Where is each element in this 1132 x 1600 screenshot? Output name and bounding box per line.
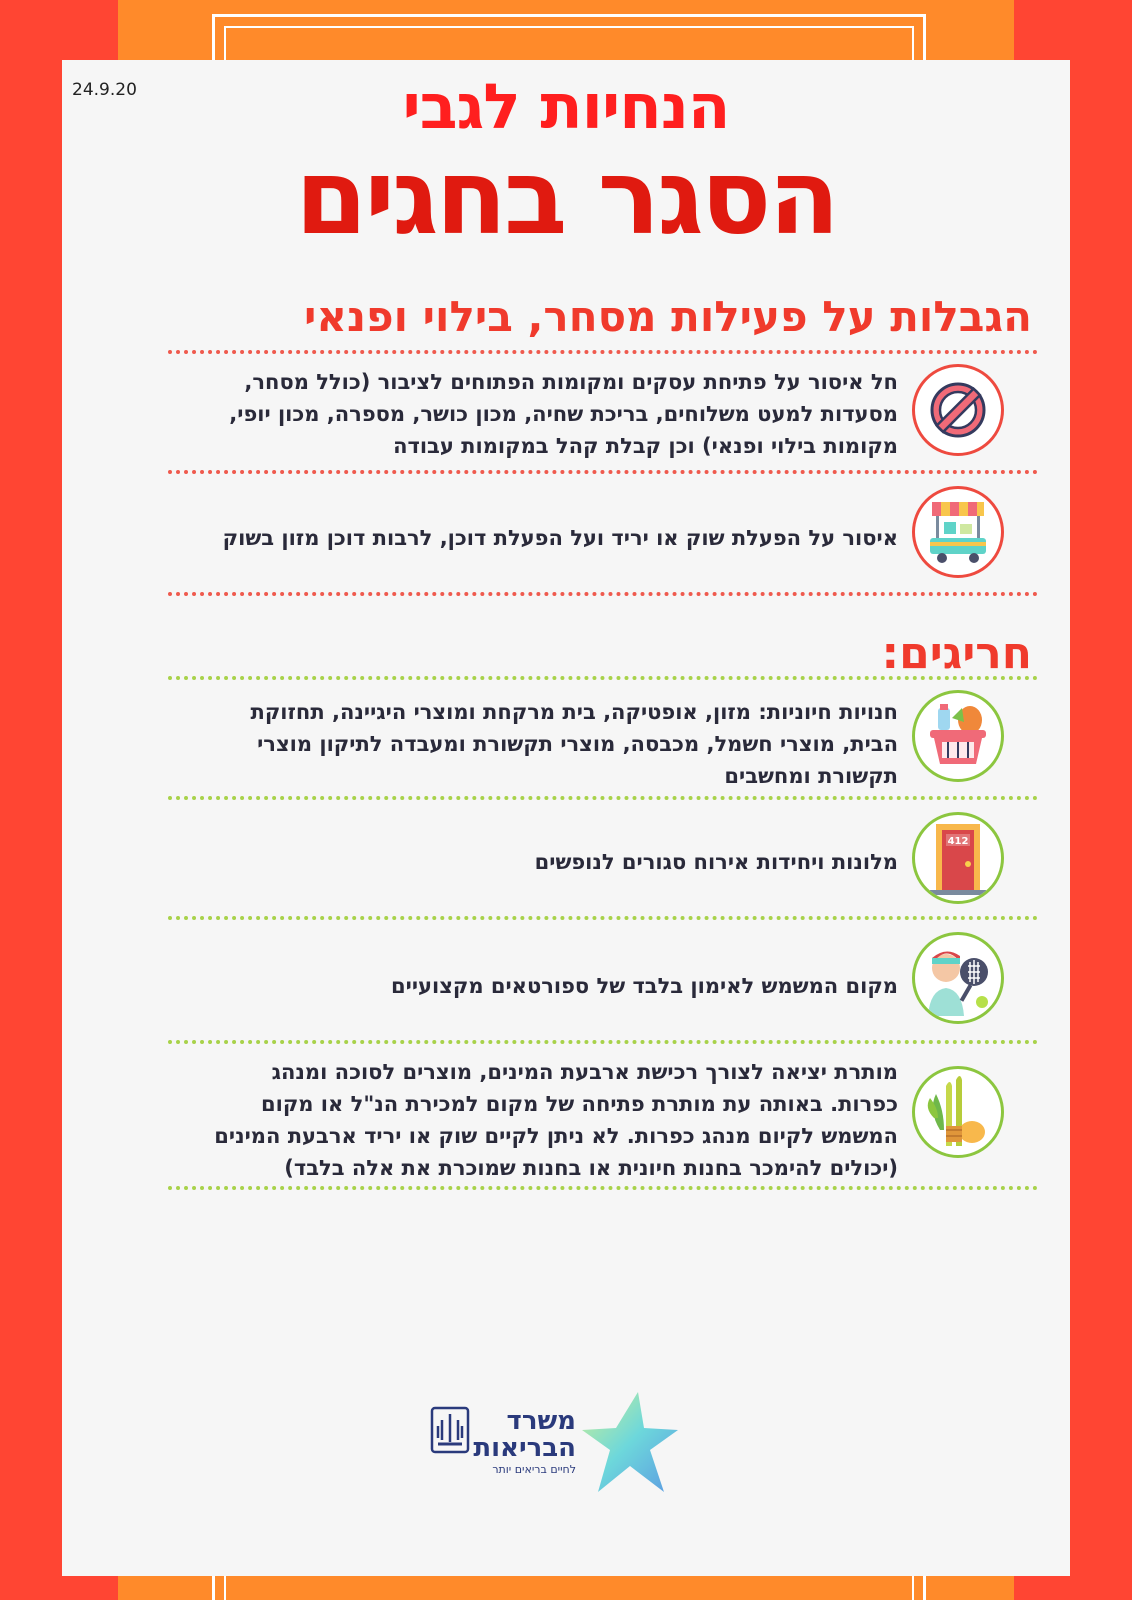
divider [168, 676, 1038, 680]
exception-text-3 [208, 970, 898, 1002]
market-stall-icon [912, 486, 1004, 578]
date: 24.9.20 [72, 80, 137, 100]
logo-line2: הבריאות [473, 1433, 576, 1463]
logo-line1: משרד [506, 1406, 576, 1436]
exception-text-3-after: של ספורטאים מקצועיים [391, 974, 626, 998]
divider [168, 1040, 1038, 1044]
divider [168, 592, 1038, 596]
hotel-door-icon [912, 812, 1004, 904]
grocery-basket-icon [912, 690, 1004, 782]
four-species-icon [912, 1066, 1004, 1158]
restriction-text-1: חל איסור על פתיחת עסקים ומקומות הפתוחים לציבור (כולל מסחר, מסעדות למעט משלוחים, בריכת שחיה, מכון כושר, מספרה, מכון יופי, מקומות בילוי ופנאי) וכן קבלת קהל במקומות עבודה [229, 370, 898, 458]
restrictions-heading: הגבלות על פעילות מסחר, בילוי ופנאי [304, 292, 1032, 341]
divider [168, 1186, 1038, 1190]
exception-text-2: מלונות ויחידות אירוח סגורים לנופשים [534, 850, 898, 874]
state-emblem-icon [430, 1406, 470, 1454]
exceptions-heading: חריגים: [881, 628, 1032, 679]
divider [168, 796, 1038, 800]
restriction-text-2: איסור על הפעלת שוק או יריד ועל הפעלת דוכן, לרבות דוכן מזון בשוק [222, 526, 898, 550]
logo-tagline: לחיים בריאים יותר [492, 1463, 576, 1476]
divider [168, 470, 1038, 474]
divider [168, 916, 1038, 920]
door-number: 412 [947, 836, 969, 847]
exception-text-3-bold: בלבד [632, 974, 684, 998]
star-logo-icon [580, 1388, 680, 1498]
title-line2: הסגר בחגים [295, 136, 837, 258]
exception-text-3-before: מקום המשמש לאימון [690, 974, 898, 998]
prohibited-icon [912, 364, 1004, 456]
logo-text [473, 1406, 576, 1478]
divider [168, 350, 1038, 354]
exception-text-1: חנויות חיוניות: מזון, אופטיקה, בית מרקחת ומוצרי היגיינה, תחזוקת הבית, מוצרי חשמל, מכבסה, מוצרי תקשורת ומעבדה לתיקון מוצרי תקשורת ומחשבים [250, 700, 898, 788]
exception-text-4: מותרת יציאה לצורך רכישת ארבעת המינים, מוצרים לסוכה ומנהג כפרות. באותה עת מותרת פתיחה של מקום למכירת הנ"ל או מקום המשמש לקיום מנהג כפרות. לא ניתן לקיים שוק או יריד ארבעת המינים (יכולים להימכר בחנות חיונית או בחנות שמוכרת את אלה בלבד) [214, 1060, 898, 1180]
content-card [62, 60, 1070, 1576]
title-line1: הנחיות לגבי [402, 70, 730, 143]
ministry-of-health-logo [430, 1388, 690, 1498]
tennis-player-icon [912, 932, 1004, 1024]
